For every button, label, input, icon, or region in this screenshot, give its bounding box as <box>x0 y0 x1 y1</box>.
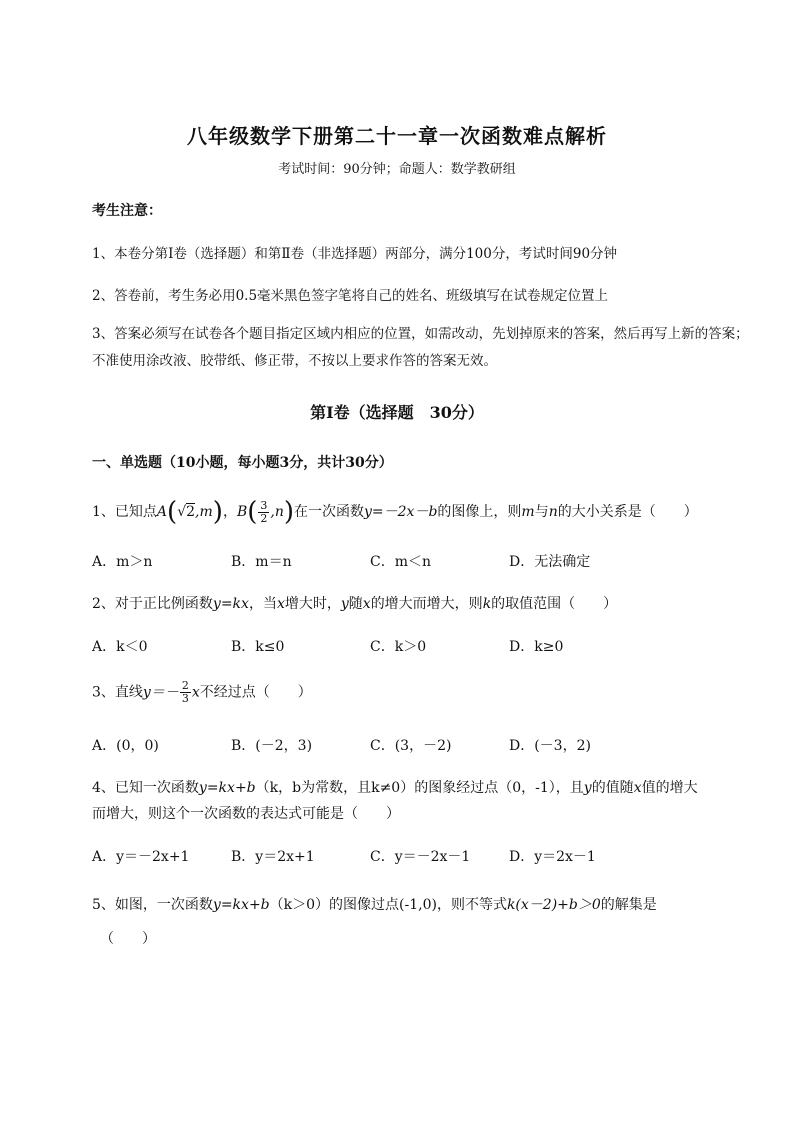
q4-text-c: 的值随 <box>591 780 634 796</box>
q1-frac-num: 3 <box>260 498 268 512</box>
q4-text-d: 值的增大 <box>641 780 698 796</box>
q1-option-d[interactable]: D．无法确定 <box>509 554 591 570</box>
q1-sep: ， <box>222 504 237 520</box>
q2-text-a: 2、对于正比例函数 <box>92 596 213 612</box>
q5-text-a: 5、如图，一次函数 <box>92 897 213 913</box>
q1-suffix1: 的图像上，则 <box>437 504 522 520</box>
q2-option-b[interactable]: B．k≤0 <box>231 639 285 655</box>
q1-prefix: 1、已知点 <box>92 504 157 520</box>
q3-prefix: 3、直线 <box>92 684 143 701</box>
q4-y: y <box>583 780 592 796</box>
q2-text-c: 增大时， <box>284 596 341 612</box>
q5-text-d: 的解集是 <box>600 897 657 913</box>
q3-lhs: y＝－ <box>142 684 179 701</box>
q1-m: m <box>521 504 535 520</box>
q4-option-b[interactable]: B．y＝2x+1 <box>231 849 315 865</box>
q2-text-b: ，当 <box>248 596 277 612</box>
q1-mid: 在一次函数 <box>294 504 365 520</box>
question-1 <box>92 497 698 527</box>
part-heading: 一、单选题（10小题，每小题3分，共计30分） <box>92 455 393 471</box>
q4-option-c[interactable]: C．y＝－2x－1 <box>370 849 471 865</box>
page-title: 八年级数学下册第二十一章一次函数难点解析 <box>187 124 607 148</box>
q5-text-b: （k＞0）的图像过点 <box>269 897 400 913</box>
q3-fraction <box>180 680 191 705</box>
q2-func: y=kx <box>212 596 249 612</box>
q2-text-d: 随 <box>348 596 363 612</box>
q2-x1: x <box>276 596 285 612</box>
q5-inequality: k(x－2)+b＞0 <box>506 897 601 913</box>
notice-heading: 考生注意： <box>92 203 162 219</box>
q4-line-2: 而增大，则这个一次函数的表达式可能是（ ） <box>92 806 400 822</box>
q2-option-d[interactable]: D．k≥0 <box>509 639 564 655</box>
q1-suffix2: 的大小关系是（ ） <box>557 504 698 520</box>
q4-option-d[interactable]: D．y＝2x－1 <box>509 849 596 865</box>
q5-text-c: ，则不等式 <box>436 897 507 913</box>
q1-option-b[interactable]: B．m＝n <box>231 554 292 570</box>
q1-n: n <box>548 504 558 520</box>
question-2 <box>92 593 617 613</box>
sqrt-icon: √ <box>177 504 187 520</box>
q1-fraction <box>258 500 269 525</box>
q5-point: (-1,0) <box>399 897 437 913</box>
q1-option-c[interactable]: C．m＜n <box>370 554 432 570</box>
q1-sqrt-arg: 2 <box>186 504 196 520</box>
q2-k: k <box>482 596 492 612</box>
q2-option-a[interactable]: A．k＜0 <box>92 639 148 655</box>
q4-text-a: 4、已知一次函数 <box>92 780 199 796</box>
q1-and: 与 <box>534 504 549 520</box>
q1-point-a: A <box>156 504 168 520</box>
question-5 <box>92 894 657 914</box>
q3-option-b[interactable]: B．(－2，3) <box>231 738 313 754</box>
notice-item-2: 2、答卷前，考生务必用0.5毫米黑色签字笔将自己的姓名、班级填写在试卷规定位置上 <box>92 288 609 304</box>
q3-var: x <box>191 684 200 701</box>
q4-option-a[interactable]: A．y＝－2x+1 <box>92 849 190 865</box>
q4-text-b: （k，b为常数，且k≠0）的图象经过点（0，-1），且 <box>255 780 584 796</box>
q2-text-f: 的取值范围（ ） <box>491 596 618 612</box>
q1-paren-close-b: ) <box>283 497 295 527</box>
q1-paren-close: ) <box>212 497 223 527</box>
q1-frac-den: 2 <box>260 511 268 525</box>
q3-option-a[interactable]: A．(0，0) <box>92 738 159 754</box>
question-3 <box>92 680 312 705</box>
q3-frac-num: 2 <box>181 679 189 692</box>
q3-option-d[interactable]: D．(－3，2) <box>509 738 591 754</box>
q2-y1: y <box>340 596 349 612</box>
q1-paren-open: ( <box>167 497 178 527</box>
q4-func: y=kx+b <box>198 780 256 796</box>
section-title: 第I卷（选择题 30分） <box>310 403 484 422</box>
q1-paren-open-b: ( <box>247 497 258 527</box>
q3-frac-den: 3 <box>181 692 189 705</box>
q3-option-c[interactable]: C．(3，－2) <box>370 738 452 754</box>
q5-line-2: （ ） <box>100 931 156 947</box>
q3-suffix: 不经过点（ ） <box>199 684 312 701</box>
q1-func: y=－2x－b <box>364 504 438 520</box>
q2-text-e: 的增大而增大，则 <box>370 596 483 612</box>
q5-func: y=kx+b <box>212 897 270 913</box>
q2-option-c[interactable]: C．k＞0 <box>370 639 427 655</box>
notice-item-1: 1、本卷分第I卷（选择题）和第Ⅱ卷（非选择题）两部分，满分100分，考试时间90分钟 <box>92 246 618 262</box>
q1-b-tail: ,n <box>270 504 284 520</box>
q1-point-b: B <box>236 504 248 520</box>
exam-subtitle: 考试时间：90分钟；命题人：数学教研组 <box>278 162 516 177</box>
q2-x2: x <box>362 596 371 612</box>
q4-x: x <box>633 780 642 796</box>
question-4 <box>92 777 698 797</box>
notice-item-3: 3、答案必须写在试卷各个题目指定区域内相应的位置，如需改动，先划掉原来的答案，然后再写上新的答案；不准使用涂改液、胶带纸、修正带，不按以上要求作答的答案无效。 <box>92 326 749 369</box>
q1-a-tail: ,m <box>195 504 213 520</box>
q1-option-a[interactable]: A．m＞n <box>92 554 153 570</box>
